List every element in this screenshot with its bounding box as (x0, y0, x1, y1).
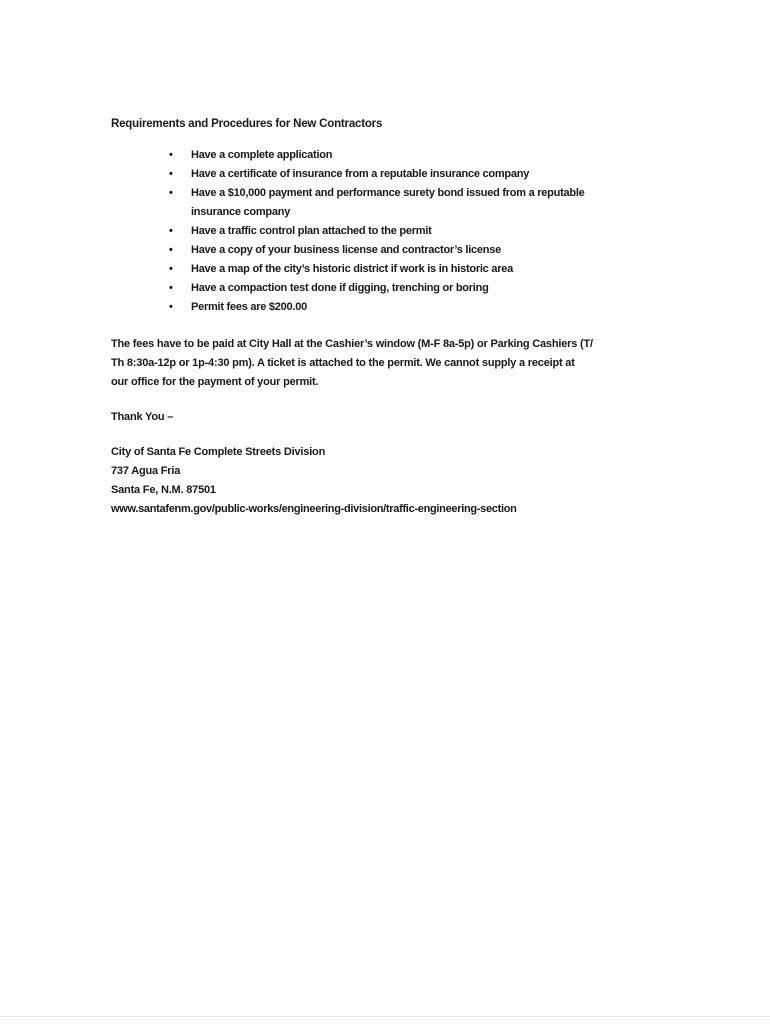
requirement-item (169, 298, 621, 317)
street-address: 737 Agua Fria (111, 465, 181, 477)
city-state-zip: Santa Fe, N.M. 87501 (111, 484, 216, 496)
fees-line: The fees have to be paid at City Hall at the Cashier’s window (M-F 8a-5p) or Parking Cashiers (T/ (111, 338, 593, 350)
requirement-item (169, 260, 621, 279)
requirement-text: Have a $10,000 payment and performance surety bond issued from a reputable (191, 187, 585, 199)
page-edge-divider (0, 1016, 770, 1017)
requirement-item (169, 165, 621, 184)
website-url: www.santafenm.gov/public-works/engineering-division/traffic-engineering-section (111, 503, 517, 515)
fees-paragraph (111, 335, 631, 392)
bullet-icon: • (169, 301, 173, 313)
bullet-icon: • (169, 168, 173, 180)
requirement-item (169, 241, 621, 260)
bullet-icon: • (169, 263, 173, 275)
requirement-text: Have a traffic control plan attached to the permit (191, 225, 432, 237)
requirement-text: Have a map of the city’s historic district if work is in historic area (191, 263, 513, 275)
requirement-text: Have a certificate of insurance from a reputable insurance company (191, 168, 530, 180)
thank-you-text: Thank You – (111, 411, 174, 423)
organization-name: City of Santa Fe Complete Streets Division (111, 446, 326, 458)
bullet-icon: • (169, 187, 173, 199)
requirement-text-continued: insurance company (191, 206, 291, 218)
bullet-icon: • (169, 244, 173, 256)
requirement-text: Permit fees are $200.00 (191, 301, 307, 313)
requirement-item (169, 184, 621, 222)
bullet-icon: • (169, 225, 173, 237)
requirement-item (169, 279, 621, 298)
document-title: Requirements and Procedures for New Contractors (111, 118, 383, 130)
address-block (111, 443, 711, 519)
bullet-icon: • (169, 282, 173, 294)
requirement-item (169, 146, 621, 165)
requirements-list (111, 146, 711, 317)
requirement-text: Have a complete application (191, 149, 333, 161)
fees-line: our office for the payment of your permit. (111, 376, 319, 388)
fees-line: Th 8:30a-12p or 1p-4:30 pm). A ticket is attached to the permit. We cannot supply a receipt at (111, 357, 575, 369)
document-content (111, 116, 711, 519)
bullet-icon: • (169, 149, 173, 161)
requirement-text: Have a copy of your business license and contractor’s license (191, 244, 501, 256)
requirement-item (169, 222, 621, 241)
requirement-text: Have a compaction test done if digging, trenching or boring (191, 282, 489, 294)
